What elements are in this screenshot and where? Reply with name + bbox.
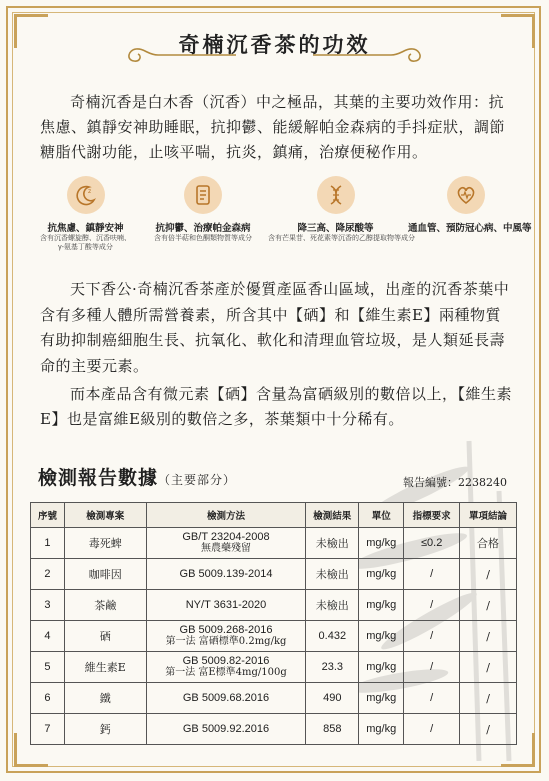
report-title: 檢測報告數據 xyxy=(38,467,159,489)
row-number-cell: 6 xyxy=(31,683,65,714)
benefit-sub: 含有倍半萜和色酮類物質等成分 xyxy=(154,235,252,242)
table-row xyxy=(31,559,517,590)
method-standard: NY/T 3631-2020 xyxy=(185,599,267,611)
benefit-label: 抗抑鬱、治療帕金森病 xyxy=(155,223,251,234)
unit-cell: mg/kg xyxy=(359,621,404,652)
benefit-label: 通血管、預防冠心病、中風等 xyxy=(408,223,532,234)
test-result-cell: 0.432 xyxy=(306,621,359,652)
unit-cell: mg/kg xyxy=(359,652,404,683)
table-row xyxy=(31,528,517,559)
dna-icon xyxy=(317,176,355,214)
test-item-cell: 鐵 xyxy=(64,683,146,714)
document-icon xyxy=(184,176,222,214)
row-number-cell: 3 xyxy=(31,590,65,621)
method-standard: GB 5009.268-2016 xyxy=(179,624,273,636)
row-number-cell: 4 xyxy=(31,621,65,652)
unit-cell: mg/kg xyxy=(359,590,404,621)
benefit-sub: γ-氨基丁酸等成分 xyxy=(58,244,113,251)
requirement-cell: / xyxy=(404,621,460,652)
test-result-cell: 23.3 xyxy=(306,652,359,683)
selenium-paragraph: 而本產品含有微元素【硒】含量為富硒級別的數倍以上，【維生素E】也是富維E級別的數倍之多，茶葉類中十分稀有。 xyxy=(40,385,513,428)
method-note: 第一法 富硒標準0.2mg/kg xyxy=(165,636,287,647)
swirl-ornament-left-icon xyxy=(118,46,238,64)
table-body xyxy=(31,528,517,745)
requirement-cell: / xyxy=(404,652,460,683)
column-header: 單項結論 xyxy=(460,503,517,528)
test-result-cell: 490 xyxy=(306,683,359,714)
test-item-cell: 咖啡因 xyxy=(64,559,146,590)
method-standard: GB 5009.139-2014 xyxy=(179,568,273,580)
test-method-cell xyxy=(146,621,306,652)
column-header: 檢測結果 xyxy=(306,503,359,528)
test-item-cell: 硒 xyxy=(64,621,146,652)
swirl-ornament-right-icon xyxy=(311,46,431,64)
method-standard: GB 5009.92.2016 xyxy=(182,723,270,735)
benefit-item xyxy=(143,176,263,243)
benefit-label: 降三高、降尿酸等 xyxy=(297,223,374,234)
test-item-cell: 茶鹼 xyxy=(64,590,146,621)
test-method-cell xyxy=(146,590,306,621)
benefit-sub: 含有芒果苷、死花素等沉香的乙醇提取物等成分 xyxy=(268,235,415,242)
report-subtitle: （主要部分） xyxy=(158,473,237,487)
requirement-cell: / xyxy=(404,590,460,621)
moon-sleep-icon xyxy=(67,176,105,214)
benefit-item xyxy=(268,176,415,243)
test-method-cell xyxy=(146,559,306,590)
column-header: 序號 xyxy=(31,503,65,528)
requirement-cell: ≤0.2 xyxy=(404,528,460,559)
test-method-cell xyxy=(146,683,306,714)
unit-cell: mg/kg xyxy=(359,559,404,590)
table-row xyxy=(31,621,517,652)
origin-paragraph: 天下香公·奇楠沉香茶產於優質產區香山區域，出產的沉香茶葉中含有多種人體所需營養素，所含其中【硒】和【維生素E】兩種物質有助抑制癌細胞生長、抗氧化、軟化和清理血管垃圾，是人類延長壽命的主要元素。 xyxy=(40,280,510,375)
benefit-item xyxy=(408,176,532,234)
column-header: 單位 xyxy=(359,503,404,528)
test-method-cell xyxy=(146,528,306,559)
table-row xyxy=(31,714,517,745)
column-header: 檢測專案 xyxy=(64,503,146,528)
test-item-cell: 毒死蜱 xyxy=(64,528,146,559)
column-header: 檢測方法 xyxy=(146,503,306,528)
conclusion-cell: / xyxy=(460,559,517,590)
benefit-item xyxy=(28,176,143,252)
report-heading xyxy=(38,463,236,490)
method-standard: GB 5009.68.2016 xyxy=(182,692,270,704)
table-row xyxy=(31,590,517,621)
requirement-cell: / xyxy=(404,714,460,745)
conclusion-cell: / xyxy=(460,590,517,621)
svg-text:z: z xyxy=(87,188,91,195)
method-note: 第一法 富E標準4mg/100g xyxy=(165,667,287,678)
test-report-table xyxy=(30,502,517,745)
table-header-row xyxy=(31,503,517,528)
conclusion-cell: / xyxy=(460,683,517,714)
benefit-icons-row xyxy=(28,176,532,256)
row-number-cell: 2 xyxy=(31,559,65,590)
unit-cell: mg/kg xyxy=(359,714,404,745)
row-number-cell: 5 xyxy=(31,652,65,683)
requirement-cell: / xyxy=(404,559,460,590)
test-method-cell xyxy=(146,714,306,745)
requirement-cell: / xyxy=(404,683,460,714)
conclusion-cell: 合格 xyxy=(460,528,517,559)
method-note: 無農藥殘留 xyxy=(201,543,251,554)
table-row xyxy=(31,683,517,714)
unit-cell: mg/kg xyxy=(359,683,404,714)
intro-paragraph: 奇楠沉香是白木香（沉香）中之極品，其葉的主要功效作用：抗焦慮、鎮靜安神助睡眠，抗抑鬱、能緩解帕金森病的手抖症狀，調節糖脂代謝功能，止咳平喘，抗炎，鎮痛，治療便秘作用。 xyxy=(40,93,506,161)
benefit-sub: 含有沉香螺旋醇、沉香呋喃、 xyxy=(40,235,131,242)
conclusion-cell: / xyxy=(460,621,517,652)
row-number-cell: 1 xyxy=(31,528,65,559)
conclusion-cell: / xyxy=(460,652,517,683)
unit-cell: mg/kg xyxy=(359,528,404,559)
table-row xyxy=(31,652,517,683)
page-title: 奇楠沉香茶的功效 xyxy=(178,32,371,57)
conclusion-cell: / xyxy=(460,714,517,745)
test-item-cell: 鈣 xyxy=(64,714,146,745)
report-number: 報告編號：2238240 xyxy=(403,476,507,489)
test-method-cell xyxy=(146,652,306,683)
test-item-cell: 維生素E xyxy=(64,652,146,683)
column-header: 指標要求 xyxy=(404,503,460,528)
test-result-cell: 858 xyxy=(306,714,359,745)
test-result-cell: 未檢出 xyxy=(306,528,359,559)
method-standard: GB/T 23204-2008 xyxy=(182,531,270,543)
title-banner xyxy=(0,30,549,70)
test-result-cell: 未檢出 xyxy=(306,559,359,590)
benefit-label: 抗焦慮、鎮靜安神 xyxy=(47,223,124,234)
row-number-cell: 7 xyxy=(31,714,65,745)
heart-icon xyxy=(447,176,485,214)
method-standard: GB 5009.82-2016 xyxy=(182,655,270,667)
test-result-cell: 未檢出 xyxy=(306,590,359,621)
